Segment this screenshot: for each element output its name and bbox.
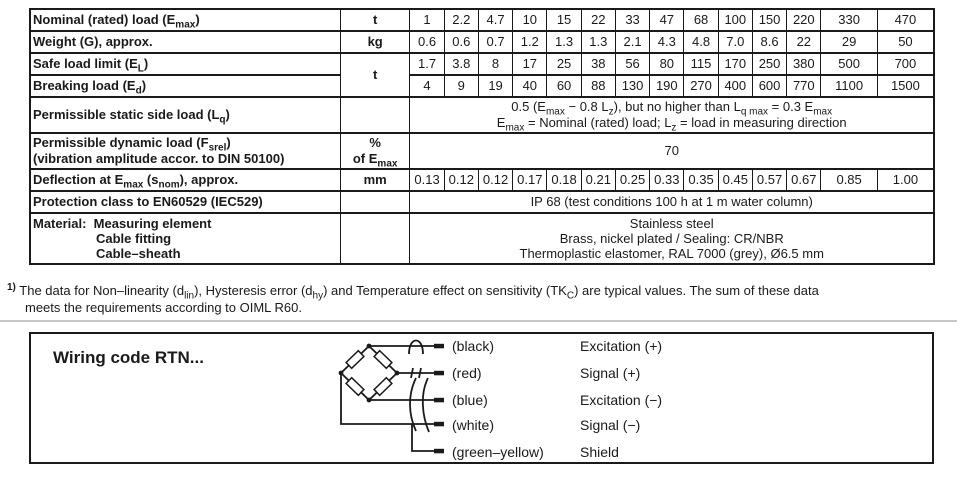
- spec-value-cell: 380: [787, 53, 821, 75]
- spec-value-cell: 8: [478, 53, 512, 75]
- spec-value-cell: 7.0: [718, 31, 752, 53]
- wire-color-label: (white): [452, 417, 495, 433]
- spec-merged-cell: 70: [410, 133, 934, 169]
- wire-color-label: (black): [452, 338, 495, 354]
- spec-value-cell: 9: [444, 75, 478, 97]
- wiring-row: [452, 417, 641, 435]
- spec-value-cell: 4.7: [478, 9, 512, 31]
- spec-value-cell: 100: [718, 9, 752, 31]
- spec-value-cell: 0.85: [821, 169, 877, 191]
- spec-value-cell: 470: [877, 9, 934, 31]
- spec-value-cell: 1.2: [513, 31, 547, 53]
- bridge-diamond: [341, 346, 397, 400]
- signal-label: Excitation (+): [580, 338, 663, 354]
- spec-row: [30, 213, 934, 264]
- spec-value-cell: 0.33: [650, 169, 684, 191]
- footnote-line2: meets the requirements according to OIML R60.: [25, 300, 302, 316]
- wire-color-label: (green–yellow): [452, 444, 544, 460]
- spec-value-cell: 770: [787, 75, 821, 97]
- spec-value-cell: 115: [684, 53, 718, 75]
- spec-value-cell: 22: [581, 9, 615, 31]
- spec-value-cell: 0.6: [410, 31, 444, 53]
- wiring-title: Wiring code RTN...: [53, 348, 204, 367]
- spec-value-cell: 47: [650, 9, 684, 31]
- spec-value-cell: 220: [787, 9, 821, 31]
- spec-value-cell: 1.00: [877, 169, 934, 191]
- spec-value-cell: 150: [752, 9, 786, 31]
- spec-row-unit: [340, 191, 410, 213]
- spec-value-cell: 88: [581, 75, 615, 97]
- spec-value-cell: 0.67: [787, 169, 821, 191]
- signal-label: Signal (−): [580, 417, 641, 433]
- spec-value-cell: 1.3: [581, 31, 615, 53]
- spec-value-cell: 8.6: [752, 31, 786, 53]
- spec-value-cell: 1.3: [547, 31, 581, 53]
- spec-merged-cell: 0.5 ($E_{max} - 0.8$ $L_z$), but no higher than $L_{q max} = 0.3$ $E_{max}$ $E_{max}$ = Nominal (rated) load; $L_z$ = load in measuring direction: [410, 97, 934, 133]
- spec-value-cell: 0.17: [513, 169, 547, 191]
- spec-value-cell: 190: [650, 75, 684, 97]
- spec-row: [30, 9, 934, 31]
- spec-row: [30, 53, 934, 75]
- spec-row: [30, 169, 934, 191]
- spec-row: [30, 97, 934, 133]
- spec-value-cell: 0.13: [410, 169, 444, 191]
- spec-row-unit: [340, 213, 410, 264]
- spec-value-cell: 130: [615, 75, 649, 97]
- spec-row-unit: % of $E_{max}$: [340, 133, 410, 169]
- spec-value-cell: 33: [615, 9, 649, 31]
- footnote: [7, 279, 953, 316]
- spec-value-cell: 80: [650, 53, 684, 75]
- cable-loop-top: [409, 341, 423, 355]
- footnote-line1: The data for Non–linearity $(d_{lin})$, Hysteresis error $(d_{hy})$ and Temperature effect on sensitivity $(TK_C)$ are typical values. The sum of these data: [19, 283, 819, 302]
- spec-row-unit: t: [340, 9, 410, 31]
- spec-row-label: Weight (G), approx.: [30, 31, 340, 53]
- spec-row: [30, 191, 934, 213]
- wiring-row: [452, 338, 663, 356]
- spec-value-cell: 4: [410, 75, 444, 97]
- spec-merged-cell: IP 68 (test conditions 100 h at 1 m water column): [410, 191, 934, 213]
- spec-value-cell: 15: [547, 9, 581, 31]
- wire-color-label: (red): [452, 365, 482, 381]
- wire-color-label: (blue): [452, 392, 488, 408]
- cable-loop-left: [410, 378, 416, 431]
- spec-value-cell: 250: [752, 53, 786, 75]
- spec-value-cell: 0.6: [444, 31, 478, 53]
- spec-row: [30, 133, 934, 169]
- spec-value-cell: 0.35: [684, 169, 718, 191]
- spec-value-cell: 2.1: [615, 31, 649, 53]
- spec-row-label: Permissible static side load $(L_q)$: [30, 97, 340, 133]
- strain-gauges: [346, 351, 392, 396]
- wire-terminals: [434, 344, 444, 454]
- spec-table: [29, 8, 935, 265]
- wiring-row: [452, 392, 663, 410]
- spec-row-unit: t: [340, 53, 410, 97]
- spec-row-unit: kg: [340, 31, 410, 53]
- signal-label: Excitation (−): [580, 392, 663, 408]
- spec-row-label: Deflection at $E_{max}$ $(s_{nom})$, approx.: [30, 169, 340, 191]
- spec-row-label: Material: Measuring element Cable fitting Cable–sheath: [30, 213, 340, 264]
- spec-value-cell: 700: [877, 53, 934, 75]
- spec-table-body: [30, 9, 934, 264]
- spec-value-cell: 1500: [877, 75, 934, 97]
- spec-value-cell: 22: [787, 31, 821, 53]
- spec-row-unit: [340, 97, 410, 133]
- spec-value-cell: 17: [513, 53, 547, 75]
- spec-row-label: Nominal (rated) load $(E_{max})$: [30, 9, 340, 31]
- spec-value-cell: 0.12: [478, 169, 512, 191]
- wheatstone-bridge-diagram: [31, 334, 451, 460]
- spec-row-unit: mm: [340, 169, 410, 191]
- spec-value-cell: 2.2: [444, 9, 478, 31]
- spec-value-cell: 38: [581, 53, 615, 75]
- signal-label: Signal (+): [580, 365, 641, 381]
- spec-value-cell: 3.8: [444, 53, 478, 75]
- spec-row-label: Permissible dynamic load $(F_{srel})$ (vibration amplitude accor. to DIN 50100): [30, 133, 340, 169]
- spec-value-cell: 0.18: [547, 169, 581, 191]
- spec-row: [30, 31, 934, 53]
- spec-value-cell: 29: [821, 31, 877, 53]
- section-divider: [0, 320, 957, 322]
- spec-table-section: [29, 8, 935, 265]
- signal-label: Shield: [580, 444, 619, 460]
- spec-value-cell: 500: [821, 53, 877, 75]
- spec-value-cell: 4.8: [684, 31, 718, 53]
- spec-value-cell: 170: [718, 53, 752, 75]
- spec-row-label: Protection class to EN60529 (IEC529): [30, 191, 340, 213]
- wiring-code-box: [29, 332, 934, 464]
- spec-value-cell: 25: [547, 53, 581, 75]
- wiring-row: [452, 444, 619, 462]
- spec-value-cell: 1.7: [410, 53, 444, 75]
- spec-value-cell: 1100: [821, 75, 877, 97]
- spec-value-cell: 56: [615, 53, 649, 75]
- spec-merged-cell: Stainless steel Brass, nickel plated / Sealing: CR/NBR Thermoplastic elastomer, RAL 7000 (grey), Ø6.5 mm: [410, 213, 934, 264]
- spec-value-cell: 10: [513, 9, 547, 31]
- spec-value-cell: 0.57: [752, 169, 786, 191]
- spec-value-cell: 600: [752, 75, 786, 97]
- spec-value-cell: 40: [513, 75, 547, 97]
- spec-value-cell: 0.12: [444, 169, 478, 191]
- spec-value-cell: 0.7: [478, 31, 512, 53]
- spec-value-cell: 50: [877, 31, 934, 53]
- spec-value-cell: 0.45: [718, 169, 752, 191]
- spec-value-cell: 4.3: [650, 31, 684, 53]
- spec-value-cell: 1: [410, 9, 444, 31]
- spec-row-label: Breaking load $(E_d)$: [30, 75, 340, 97]
- spec-value-cell: 270: [684, 75, 718, 97]
- wiring-row: [452, 365, 641, 383]
- spec-value-cell: 400: [718, 75, 752, 97]
- spec-row: [30, 75, 934, 97]
- spec-value-cell: 0.25: [615, 169, 649, 191]
- bridge-nodes: [339, 344, 400, 403]
- spec-value-cell: 0.21: [581, 169, 615, 191]
- spec-value-cell: 60: [547, 75, 581, 97]
- spec-value-cell: 330: [821, 9, 877, 31]
- spec-value-cell: 19: [478, 75, 512, 97]
- spec-row-label: Safe load limit $(E_L)$: [30, 53, 340, 75]
- footnote-marker: 1): [7, 282, 16, 293]
- spec-value-cell: 68: [684, 9, 718, 31]
